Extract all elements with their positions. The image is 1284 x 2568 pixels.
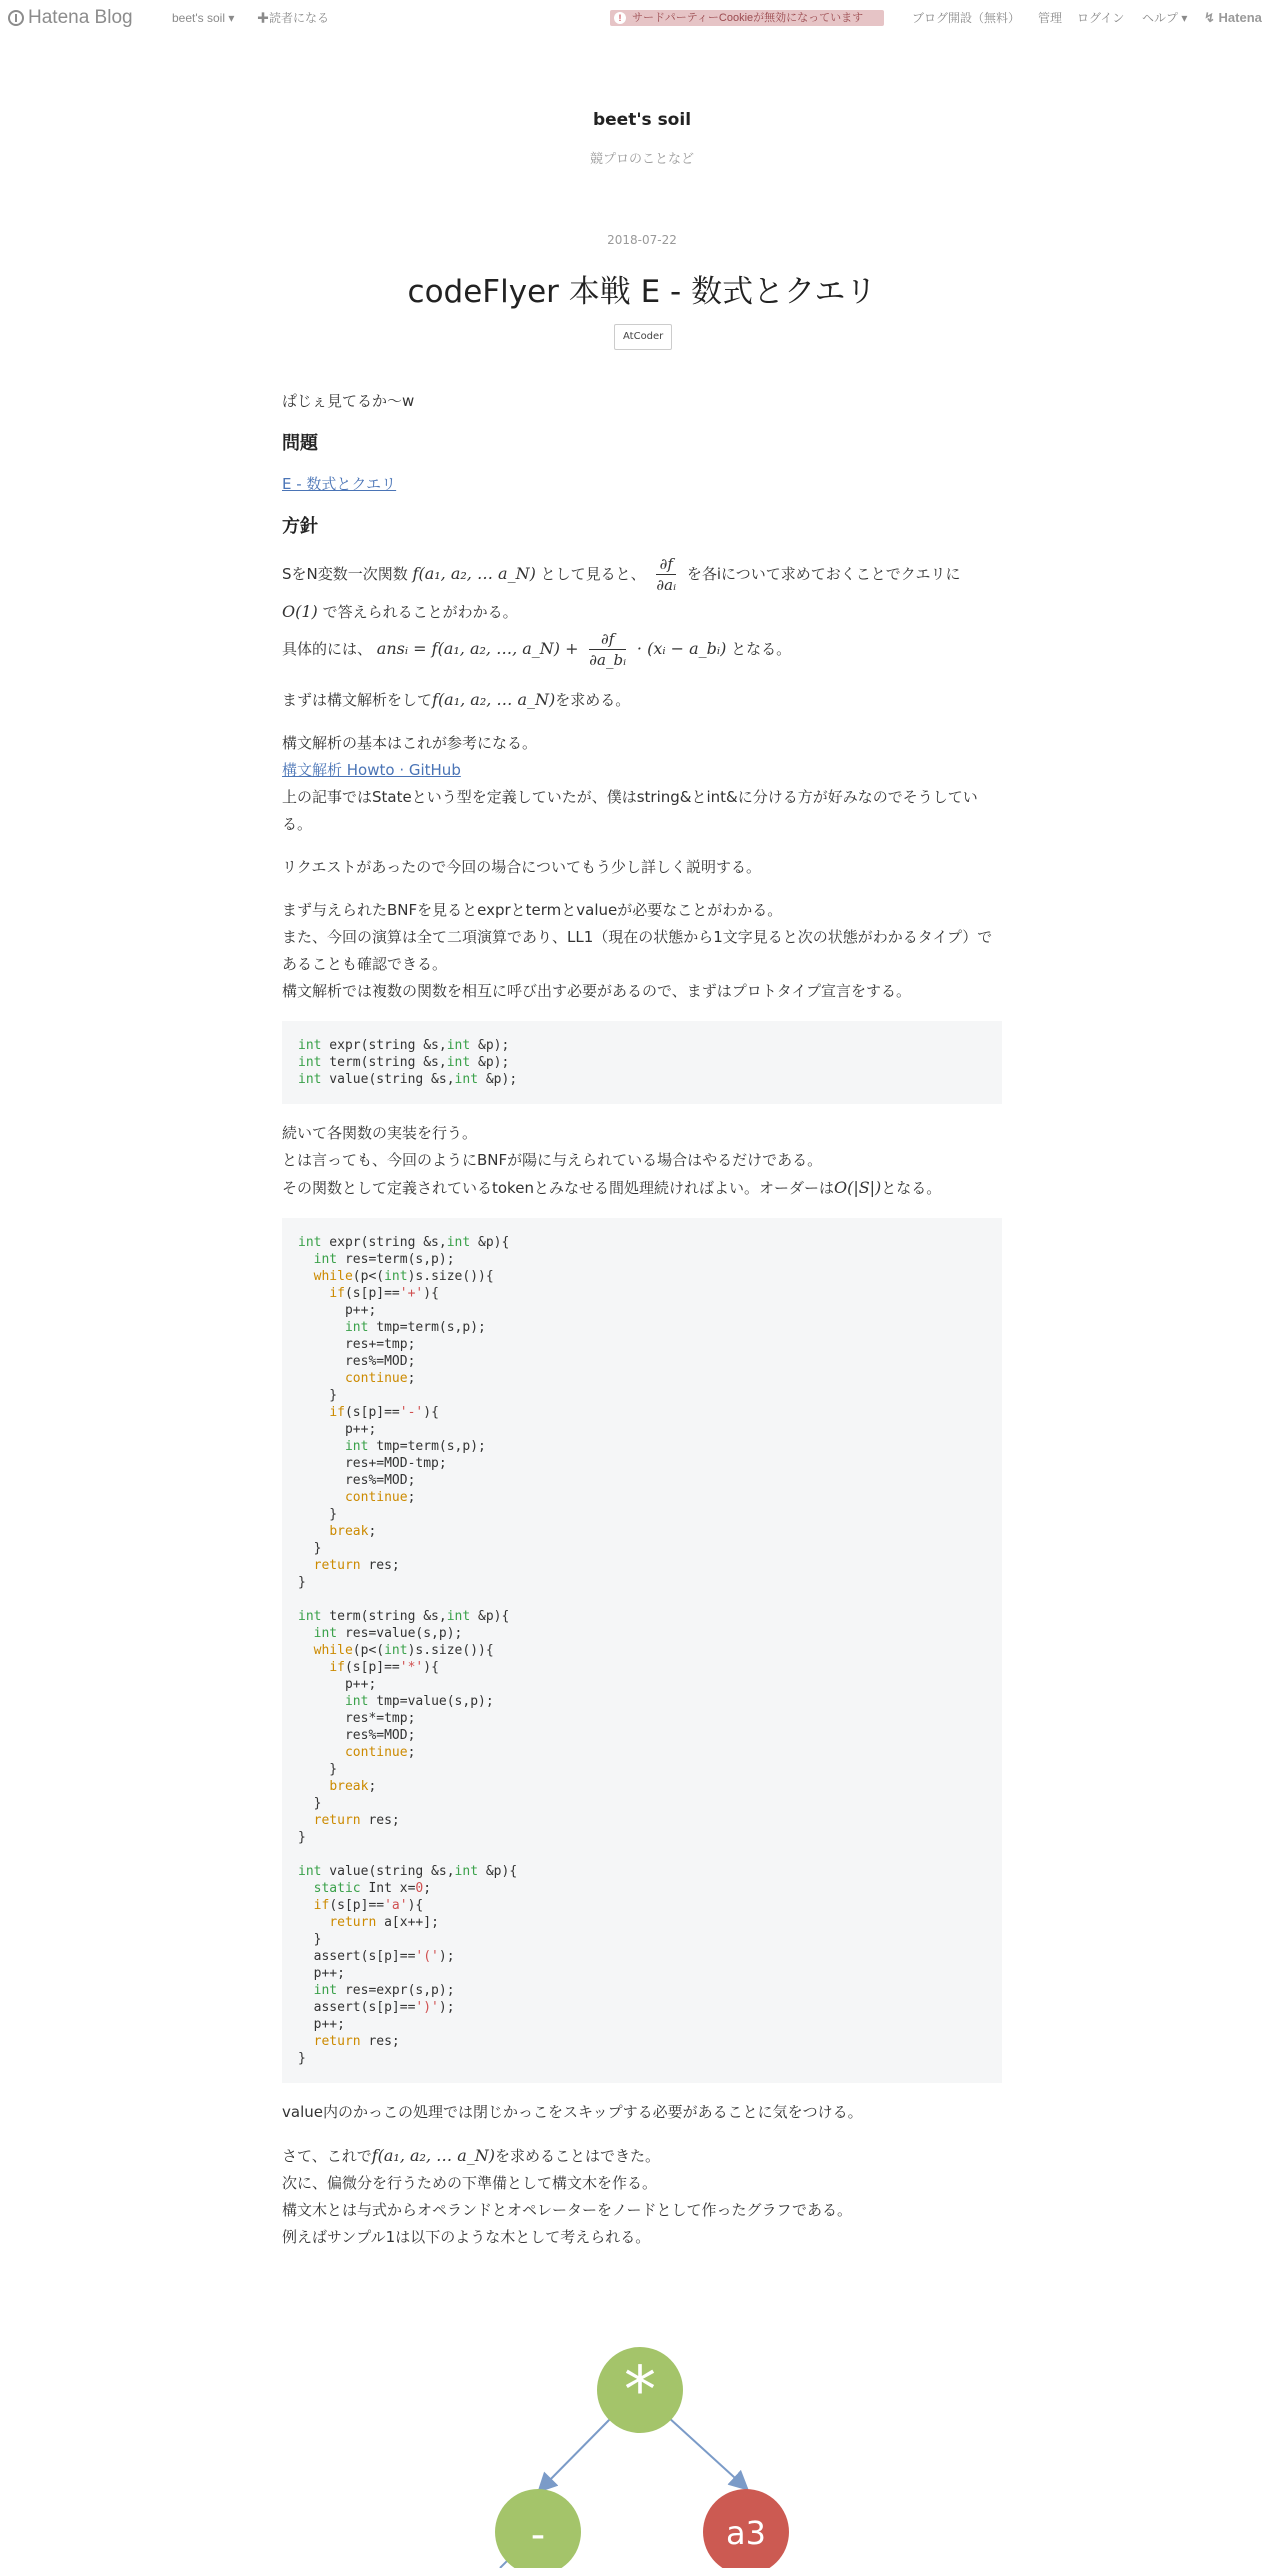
math-f: f(a₁, a₂, … a_N): [371, 2146, 495, 2165]
code-token: }: [298, 1796, 322, 1811]
code-token: static: [313, 1881, 361, 1896]
code-token: int: [298, 1072, 322, 1087]
code-token: [298, 1915, 329, 1930]
code-token: int: [298, 1055, 322, 1070]
code-token: tmp=term(s,p);: [368, 1320, 486, 1335]
help-menu[interactable]: ヘルプ ▾: [1142, 11, 1188, 25]
code-token: )s.size()){: [407, 1269, 494, 1284]
paragraph-impl: [282, 1120, 1002, 1202]
code-token: (s[p]==: [329, 1898, 385, 1913]
code-line: [298, 1055, 509, 1070]
code-line: [298, 1269, 494, 1284]
code-line: [298, 1337, 415, 1352]
math-f: f(a₁, a₂, … a_N): [432, 690, 556, 709]
tree-edge-right: [668, 2417, 746, 2488]
code-token: 'a': [384, 1898, 408, 1913]
code-token: }: [298, 1932, 322, 1947]
code-token: [298, 1643, 314, 1658]
code-token: ;: [368, 1524, 377, 1539]
code-line: [298, 1660, 439, 1675]
code-token: (s[p]==: [344, 1405, 400, 1420]
text-segment: 構文解析では複数の関数を相互に呼び出す必要があるので、まずはプロトタイプ宣言をする。: [282, 982, 911, 1000]
code-token: while: [313, 1643, 353, 1658]
code-token: ){: [423, 1286, 439, 1301]
code-token: [298, 1269, 314, 1284]
code-token: res%=MOD;: [298, 1354, 416, 1369]
code-line: [298, 1354, 415, 1369]
code-line: [298, 1949, 455, 1964]
code-line: [298, 1456, 447, 1471]
code-token: '*': [399, 1660, 424, 1675]
text-segment: 例えばサンプル1は以下のような木として考えられる。: [282, 2228, 651, 2246]
code-line: [298, 1558, 400, 1573]
code-line: [298, 2051, 306, 2066]
code-token: }: [298, 1830, 306, 1845]
code-token: [298, 1439, 345, 1454]
code-token: res%=MOD;: [298, 1728, 416, 1743]
text-segment: まずは構文解析をして: [282, 691, 433, 709]
math-order: O(1): [282, 602, 318, 621]
code-token: '(': [415, 1949, 439, 1964]
math-f: f(a₁, a₂, … a_N): [412, 564, 536, 583]
code-line: [298, 1745, 415, 1760]
text-segment: となる。: [881, 1179, 942, 1197]
warning-icon: !: [614, 12, 626, 24]
heading-policy: 方針: [282, 516, 318, 537]
code-token: int: [313, 1252, 338, 1267]
intro-text: ぱじぇ見てるか〜w: [282, 392, 415, 410]
code-line: [298, 1932, 321, 1947]
code-token: tmp=value(s,p);: [368, 1694, 494, 1709]
fraction-numerator: ∂f: [656, 554, 676, 575]
code-token: res=value(s,p);: [337, 1626, 463, 1641]
code-line: [298, 1728, 415, 1743]
code-line: [298, 1490, 415, 1505]
code-token: int: [446, 1235, 471, 1250]
code-token: p++;: [298, 1677, 377, 1692]
code-line: [298, 2000, 455, 2015]
code-token: &p);: [478, 1072, 518, 1087]
code-token: &p){: [470, 1609, 510, 1624]
code-token: (s[p]==: [344, 1660, 400, 1675]
open-blog-link[interactable]: ブログ開設（無料）: [912, 11, 1021, 25]
code-token: int: [298, 1038, 322, 1053]
code-token: p++;: [298, 1422, 377, 1437]
code-token: int: [454, 1072, 479, 1087]
code-token: }: [298, 1388, 338, 1403]
text-segment: 構文解析の基本はこれが参考になる。: [282, 734, 538, 752]
math-order: O(|S|): [833, 1178, 882, 1197]
heading-problem: 問題: [282, 433, 318, 454]
hatena-logo-icon: [8, 10, 24, 26]
code-token: assert(s[p]==: [298, 1949, 416, 1964]
code-token: [298, 1371, 345, 1386]
code-token: continue: [344, 1745, 408, 1760]
code-token: return: [329, 1915, 377, 1930]
admin-link[interactable]: 管理: [1038, 11, 1063, 25]
code-line: [298, 1966, 345, 1981]
code-token: tmp=term(s,p);: [368, 1439, 486, 1454]
code-token: int: [298, 1609, 322, 1624]
code-token: ;: [407, 1490, 416, 1505]
code-token: int: [298, 1235, 322, 1250]
code-token: while: [313, 1269, 353, 1284]
code-token: continue: [344, 1490, 408, 1505]
code-token: break: [329, 1779, 369, 1794]
category-tag[interactable]: AtCoder: [614, 324, 672, 350]
code-token: [298, 2034, 314, 2049]
text-segment: とは言っても、今回のようにBNFが陽に与えられている場合はやるだけである。: [282, 1151, 823, 1169]
code-token: [298, 1286, 329, 1301]
code-token: }: [298, 1541, 322, 1556]
code-token: res%=MOD;: [298, 1473, 416, 1488]
code-token: int: [344, 1320, 369, 1335]
code-token: }: [298, 1762, 338, 1777]
entry-content: [282, 388, 1002, 2267]
code-token: );: [438, 2000, 455, 2015]
code-line: [298, 1507, 337, 1522]
code-token: value(string &s,: [321, 1864, 455, 1879]
code-token: [298, 1626, 314, 1641]
code-line: [298, 1405, 439, 1420]
code-token: res=expr(s,p);: [337, 1983, 455, 1998]
text-segment: を求める。: [555, 691, 631, 709]
code-token: if: [329, 1405, 345, 1420]
code-token: int: [344, 1694, 369, 1709]
code-line: [298, 1881, 431, 1896]
tree-node-right-label: a3: [726, 2514, 766, 2552]
code-token: (s[p]==: [344, 1286, 400, 1301]
code-token: Int x=: [360, 1881, 416, 1896]
blog-description: 競プロのことなど: [589, 152, 694, 167]
code-line: [298, 1779, 376, 1794]
code-token: ;: [407, 1745, 416, 1760]
paragraph-paren: value内のかっこの処理では閉じかっこをスキップする必要があることに気をつける。: [282, 2103, 863, 2121]
text-segment: 次に、偏微分を行うための下準備として構文木を作る。: [282, 2174, 658, 2192]
code-line: [298, 1038, 509, 1053]
code-token: int: [446, 1038, 471, 1053]
code-line: [298, 1626, 462, 1641]
code-token: ){: [423, 1405, 439, 1420]
code-token: [298, 1898, 314, 1913]
code-line: [298, 1303, 376, 1318]
code-token: int: [446, 1609, 471, 1624]
code-line: [298, 1864, 517, 1879]
code-block-implementation[interactable]: [282, 1218, 1002, 2083]
text-segment: として見ると、: [540, 565, 646, 583]
code-token: p++;: [298, 2017, 345, 2032]
code-token: int: [344, 1439, 369, 1454]
text-segment: その関数として定義されているtokenとみなせる間処理続ければよい。オーダーは: [282, 1179, 834, 1197]
text-segment: で答えられることがわかる。: [322, 603, 518, 621]
code-token: ;: [368, 1779, 377, 1794]
code-token: assert(s[p]==: [298, 2000, 416, 2015]
code-line: [298, 1983, 455, 1998]
code-token: int: [298, 1864, 322, 1879]
paragraph-reference: [282, 730, 1002, 838]
code-token: return: [313, 1558, 361, 1573]
code-line: [298, 1388, 337, 1403]
text-segment: 構文木とは与式からオペランドとオペレーターをノードとして作ったグラフである。: [282, 2201, 853, 2219]
math-fraction: [589, 629, 626, 670]
global-header: [0, 0, 1284, 36]
text-segment: を各iについて求めておくことでクエリに: [686, 565, 961, 583]
code-token: res+=MOD-tmp;: [298, 1456, 447, 1471]
code-line: [298, 1762, 337, 1777]
code-token: [298, 1490, 345, 1505]
code-token: [298, 1558, 314, 1573]
code-token: )s.size()){: [407, 1643, 494, 1658]
code-token: '+': [399, 1286, 424, 1301]
code-token: if: [313, 1898, 330, 1913]
code-token: (p<(: [352, 1269, 385, 1284]
problem-link[interactable]: E - 数式とクエリ: [282, 475, 397, 493]
code-token: int: [446, 1055, 471, 1070]
blog-menu[interactable]: beet's soil ▾: [172, 11, 235, 25]
code-token: [298, 1779, 329, 1794]
syntax-tree-figure: [0, 2330, 1284, 2568]
text-segment: まず与えられたBNFを見るとexprとtermとvalueが必要なことがわかる。: [282, 901, 783, 919]
code-token: res*=tmp;: [298, 1711, 416, 1726]
text-segment: 続いて各関数の実装を行う。: [282, 1124, 478, 1142]
code-token: [298, 1405, 329, 1420]
code-line: [298, 1915, 439, 1930]
code-token: [298, 1813, 314, 1828]
code-line: [298, 2034, 400, 2049]
code-token: res+=tmp;: [298, 1337, 416, 1352]
paragraph-request: リクエストがあったので今回の場合についてもう少し詳しく説明する。: [282, 858, 761, 876]
text-segment: となる。: [731, 640, 792, 658]
paragraph-parse: [282, 686, 1002, 714]
code-token: continue: [344, 1371, 408, 1386]
code-token: res;: [360, 1558, 400, 1573]
code-line: [298, 1541, 321, 1556]
hatena-link[interactable]: [1204, 0, 1262, 36]
code-line: [298, 1072, 517, 1087]
code-line: [298, 1473, 415, 1488]
tree-node-root-label: *: [624, 2354, 656, 2428]
code-token: [298, 1524, 329, 1539]
code-token: term(string &s,: [321, 1609, 447, 1624]
math-term: · (xᵢ − a_bᵢ): [636, 639, 727, 658]
code-line: [298, 1252, 455, 1267]
code-line: [298, 1677, 376, 1692]
code-token: res;: [360, 2034, 400, 2049]
paragraph-tree: [282, 2142, 1002, 2251]
code-token: &p){: [478, 1864, 518, 1879]
code-line: [298, 1439, 486, 1454]
paragraph-bnf: [282, 897, 1002, 1005]
code-token: res=term(s,p);: [337, 1252, 455, 1267]
code-line: [298, 1371, 415, 1386]
code-token: }: [298, 2051, 306, 2066]
code-line: [298, 1575, 306, 1590]
code-line: [298, 1694, 494, 1709]
code-token: }: [298, 1575, 306, 1590]
code-token: term(string &s,: [321, 1055, 447, 1070]
code-token: int: [313, 1983, 338, 1998]
code-token: int: [454, 1864, 479, 1879]
text-segment: を求めることはできた。: [494, 2147, 660, 2165]
text-segment: また、今回の演算は全て二項演算であり、LL1（現在の状態から1文字見ると次の状態がわかるタイプ）であることも確認できる。: [282, 928, 993, 973]
fraction-denominator: ∂a_bᵢ: [589, 651, 627, 669]
fraction-denominator: ∂aᵢ: [656, 576, 677, 594]
code-token: 0: [415, 1881, 424, 1896]
math-fraction: [656, 554, 676, 595]
text-segment: SをN変数一次関数: [282, 565, 408, 583]
code-token: (p<(: [352, 1643, 385, 1658]
code-token: [298, 1983, 314, 1998]
code-token: int: [384, 1269, 408, 1284]
code-token: [298, 1881, 314, 1896]
code-line: [298, 1524, 376, 1539]
code-token: int: [384, 1643, 408, 1658]
code-token: p++;: [298, 1303, 377, 1318]
code-line: [298, 1830, 306, 1845]
code-line: [298, 1813, 400, 1828]
tree-node-left-label: -: [530, 2512, 546, 2558]
code-token: value(string &s,: [321, 1072, 455, 1087]
entry-title[interactable]: codeFlyer 本戦 E - 数式とクエリ: [407, 274, 877, 310]
math-ans: ansᵢ = f(a₁, a₂, …, a_N) +: [376, 639, 579, 658]
code-token: [298, 1320, 345, 1335]
code-line: [298, 1711, 415, 1726]
entry-date[interactable]: 2018-07-22: [607, 233, 677, 247]
code-line: [298, 1609, 509, 1624]
code-line: [298, 1898, 423, 1913]
code-token: int: [313, 1626, 338, 1641]
code-token: expr(string &s,: [321, 1038, 447, 1053]
fraction-numerator: ∂f: [589, 629, 626, 650]
code-token: if: [329, 1286, 345, 1301]
hatena-text: Hatena: [1218, 10, 1262, 25]
subscribe-button[interactable]: ✚読者になる: [257, 11, 330, 25]
text-segment: 具体的には、: [282, 640, 373, 658]
code-line: [298, 1796, 321, 1811]
code-token: [298, 1252, 314, 1267]
code-token: &p){: [470, 1235, 510, 1250]
blog-title[interactable]: beet's soil: [592, 110, 692, 130]
code-token: a[x++];: [376, 1915, 439, 1930]
hatena-mark-icon: ↯: [1204, 10, 1215, 25]
code-token: break: [329, 1524, 369, 1539]
code-line: [298, 1320, 486, 1335]
paragraph-derivative: [282, 554, 1002, 670]
code-token: ){: [423, 1660, 439, 1675]
code-token: return: [313, 1813, 361, 1828]
code-token: &p);: [470, 1038, 510, 1053]
code-line: [298, 1235, 509, 1250]
code-token: p++;: [298, 1966, 345, 1981]
code-token: ')': [415, 2000, 439, 2015]
code-token: );: [438, 1949, 455, 1964]
code-token: if: [329, 1660, 345, 1675]
hatena-blog-logo[interactable]: [8, 0, 133, 36]
code-token: expr(string &s,: [321, 1235, 447, 1250]
code-token: &p);: [470, 1055, 510, 1070]
code-line: [298, 2017, 345, 2032]
code-token: '-': [399, 1405, 424, 1420]
logo-text: Hatena Blog: [28, 7, 133, 28]
code-token: res;: [360, 1813, 400, 1828]
code-token: return: [313, 2034, 361, 2049]
tree-edge-left: [540, 2417, 612, 2490]
login-link[interactable]: ログイン: [1077, 11, 1125, 25]
cookie-notice[interactable]: [610, 10, 884, 26]
code-line: [298, 1422, 376, 1437]
code-line: [298, 1643, 494, 1658]
code-token: [298, 1745, 345, 1760]
cookie-notice-text: サードパーティーCookieが無効になっています: [632, 12, 864, 24]
code-token: ;: [423, 1881, 432, 1896]
code-block-prototype[interactable]: [282, 1021, 1002, 1104]
code-token: [298, 1660, 329, 1675]
text-segment: 上の記事ではStateという型を定義していたが、僕はstring&とint&に分ける方が好みなのでそうしている。: [282, 788, 978, 833]
code-token: }: [298, 1507, 338, 1522]
github-link[interactable]: 構文解析 Howto · GitHub: [282, 761, 461, 779]
text-segment: さて、これで: [282, 2147, 372, 2165]
code-token: ){: [407, 1898, 424, 1913]
code-line: [298, 1286, 439, 1301]
code-token: ;: [407, 1371, 416, 1386]
code-token: [298, 1694, 345, 1709]
